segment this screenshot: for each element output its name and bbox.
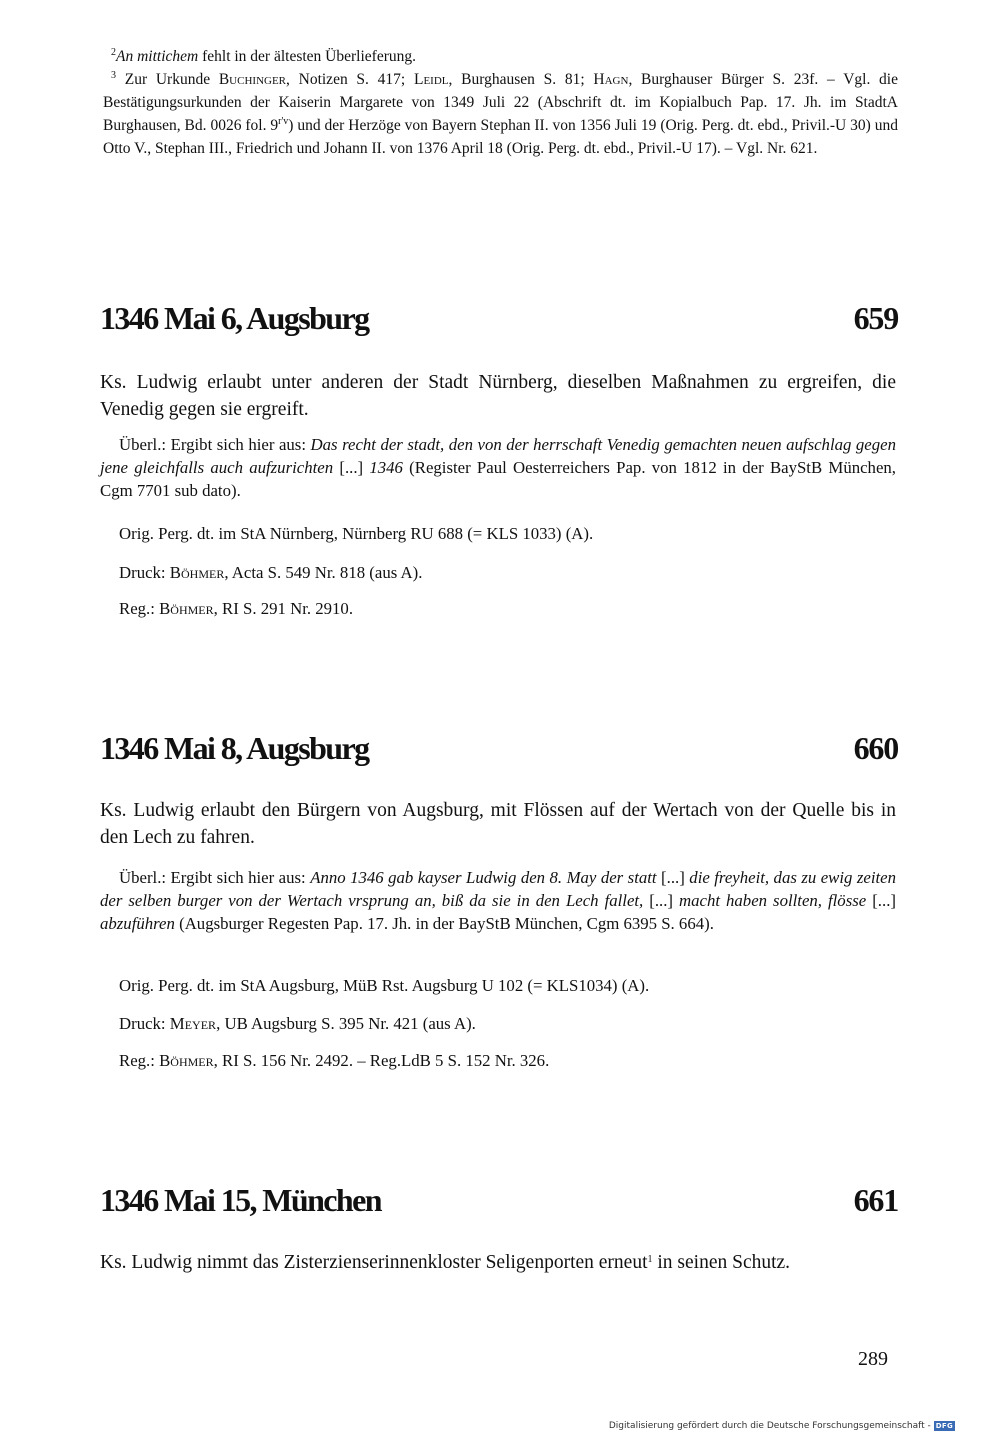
entry-date: 1346 Mai 15, München	[100, 1182, 381, 1218]
entry-date: 1346 Mai 8, Augsburg	[100, 730, 369, 766]
entry-druck: Druck: Böhmer, Acta S. 549 Nr. 818 (aus A).	[119, 563, 423, 582]
entry-number: 661	[853, 1182, 898, 1218]
entry-regest: Reg.: Böhmer, RI S. 156 Nr. 2492. – Reg.LdB 5 S. 152 Nr. 326.	[119, 1051, 550, 1070]
entry-regest: Reg.: Böhmer, RI S. 291 Nr. 2910.	[119, 599, 354, 618]
entry-number: 660	[853, 730, 898, 766]
digitization-footer	[609, 1421, 955, 1431]
dfg-logo-icon: DFG	[935, 1422, 953, 1430]
entry-summary: Ks. Ludwig erlaubt unter anderen der Stadt Nürnberg, dieselben Maßnahmen zu ergreifen, die Venedig gegen sie ergreift.	[100, 372, 896, 420]
footer-text: Digitalisierung gefördert durch die Deutsche Forschungsgemeinschaft -	[608, 1421, 931, 1431]
entry-original: Orig. Perg. dt. im StA Augsburg, MüB Rst. Augsburg U 102 (= KLS1034) (A).	[119, 976, 650, 995]
footnotes	[103, 45, 898, 160]
entry-heading	[100, 1182, 898, 1219]
footnote-2: $^2$An mittichem fehlt in der ältesten Überlieferung.	[111, 47, 416, 65]
entry-ueberlieferung: Überl.: Ergibt sich hier aus: Das recht der stadt, den von der herrschaft Venedig gemachten neuen aufschlag gegen jene gleichfalls auch aufzurichten [...] 1346 (Register Paul Oesterreichers Pap. von 1812 in der BayStB München, Cgm 7701 sub dato).	[100, 435, 896, 500]
entry-original: Orig. Perg. dt. im StA Nürnberg, Nürnberg RU 688 (= KLS 1033) (A).	[119, 524, 594, 543]
entry-heading	[100, 730, 898, 767]
entry-druck: Druck: Meyer, UB Augsburg S. 395 Nr. 421 (aus A).	[119, 1014, 476, 1033]
entry-date: 1346 Mai 6, Augsburg	[100, 300, 369, 336]
entry-summary: Ks. Ludwig nimmt das Zisterzienserinnenkloster Seligenporten erneut$^1$ in seinen Schutz.	[100, 1252, 791, 1273]
entry-ueberlieferung: Überl.: Ergibt sich hier aus: Anno 1346 gab kayser Ludwig den 8. May der statt [...] die freyheit, das zu ewig zeiten der selben burger von der Wertach vrsprung an, biß da sie in den Lech fallet, [...] macht haben sollten, flösse [...] abzuführen (Augsburger Regesten Pap. 17. Jh. in der BayStB München, Cgm 6395 S. 664).	[100, 868, 897, 933]
entry-number: 659	[853, 300, 898, 336]
footnote-3: $^3$ Zur Urkunde Buchinger, Notizen S. 417; Leidl, Burghausen S. 81; Hagn, Burghauser Bürger S. 23f. – Vgl. die Bestätigungsurkunden der Kaiserin Margarete von 1349 Juli 22 (Abschrift dt. im Kopialbuch Pap. 17. Jh. im StadtA Burghausen, Bd. 0026 fol. $9^{r'v}$) und der Herzöge von Bayern Stephan II. von 1356 Juli 19 (Orig. Perg. dt. ebd., Privil.-U 30) und Otto V., Stephan III., Friedrich und Johann II. von 1376 April 18 (Orig. Perg. dt. ebd., Privil.-U 17). – Vgl. Nr. 621.	[103, 70, 898, 157]
page-number: 289	[858, 1348, 888, 1370]
entry-heading	[100, 300, 898, 337]
entry-summary: Ks. Ludwig erlaubt den Bürgern von Augsburg, mit Flössen auf der Wertach von der Quelle bis in den Lech zu fahren.	[100, 800, 896, 848]
